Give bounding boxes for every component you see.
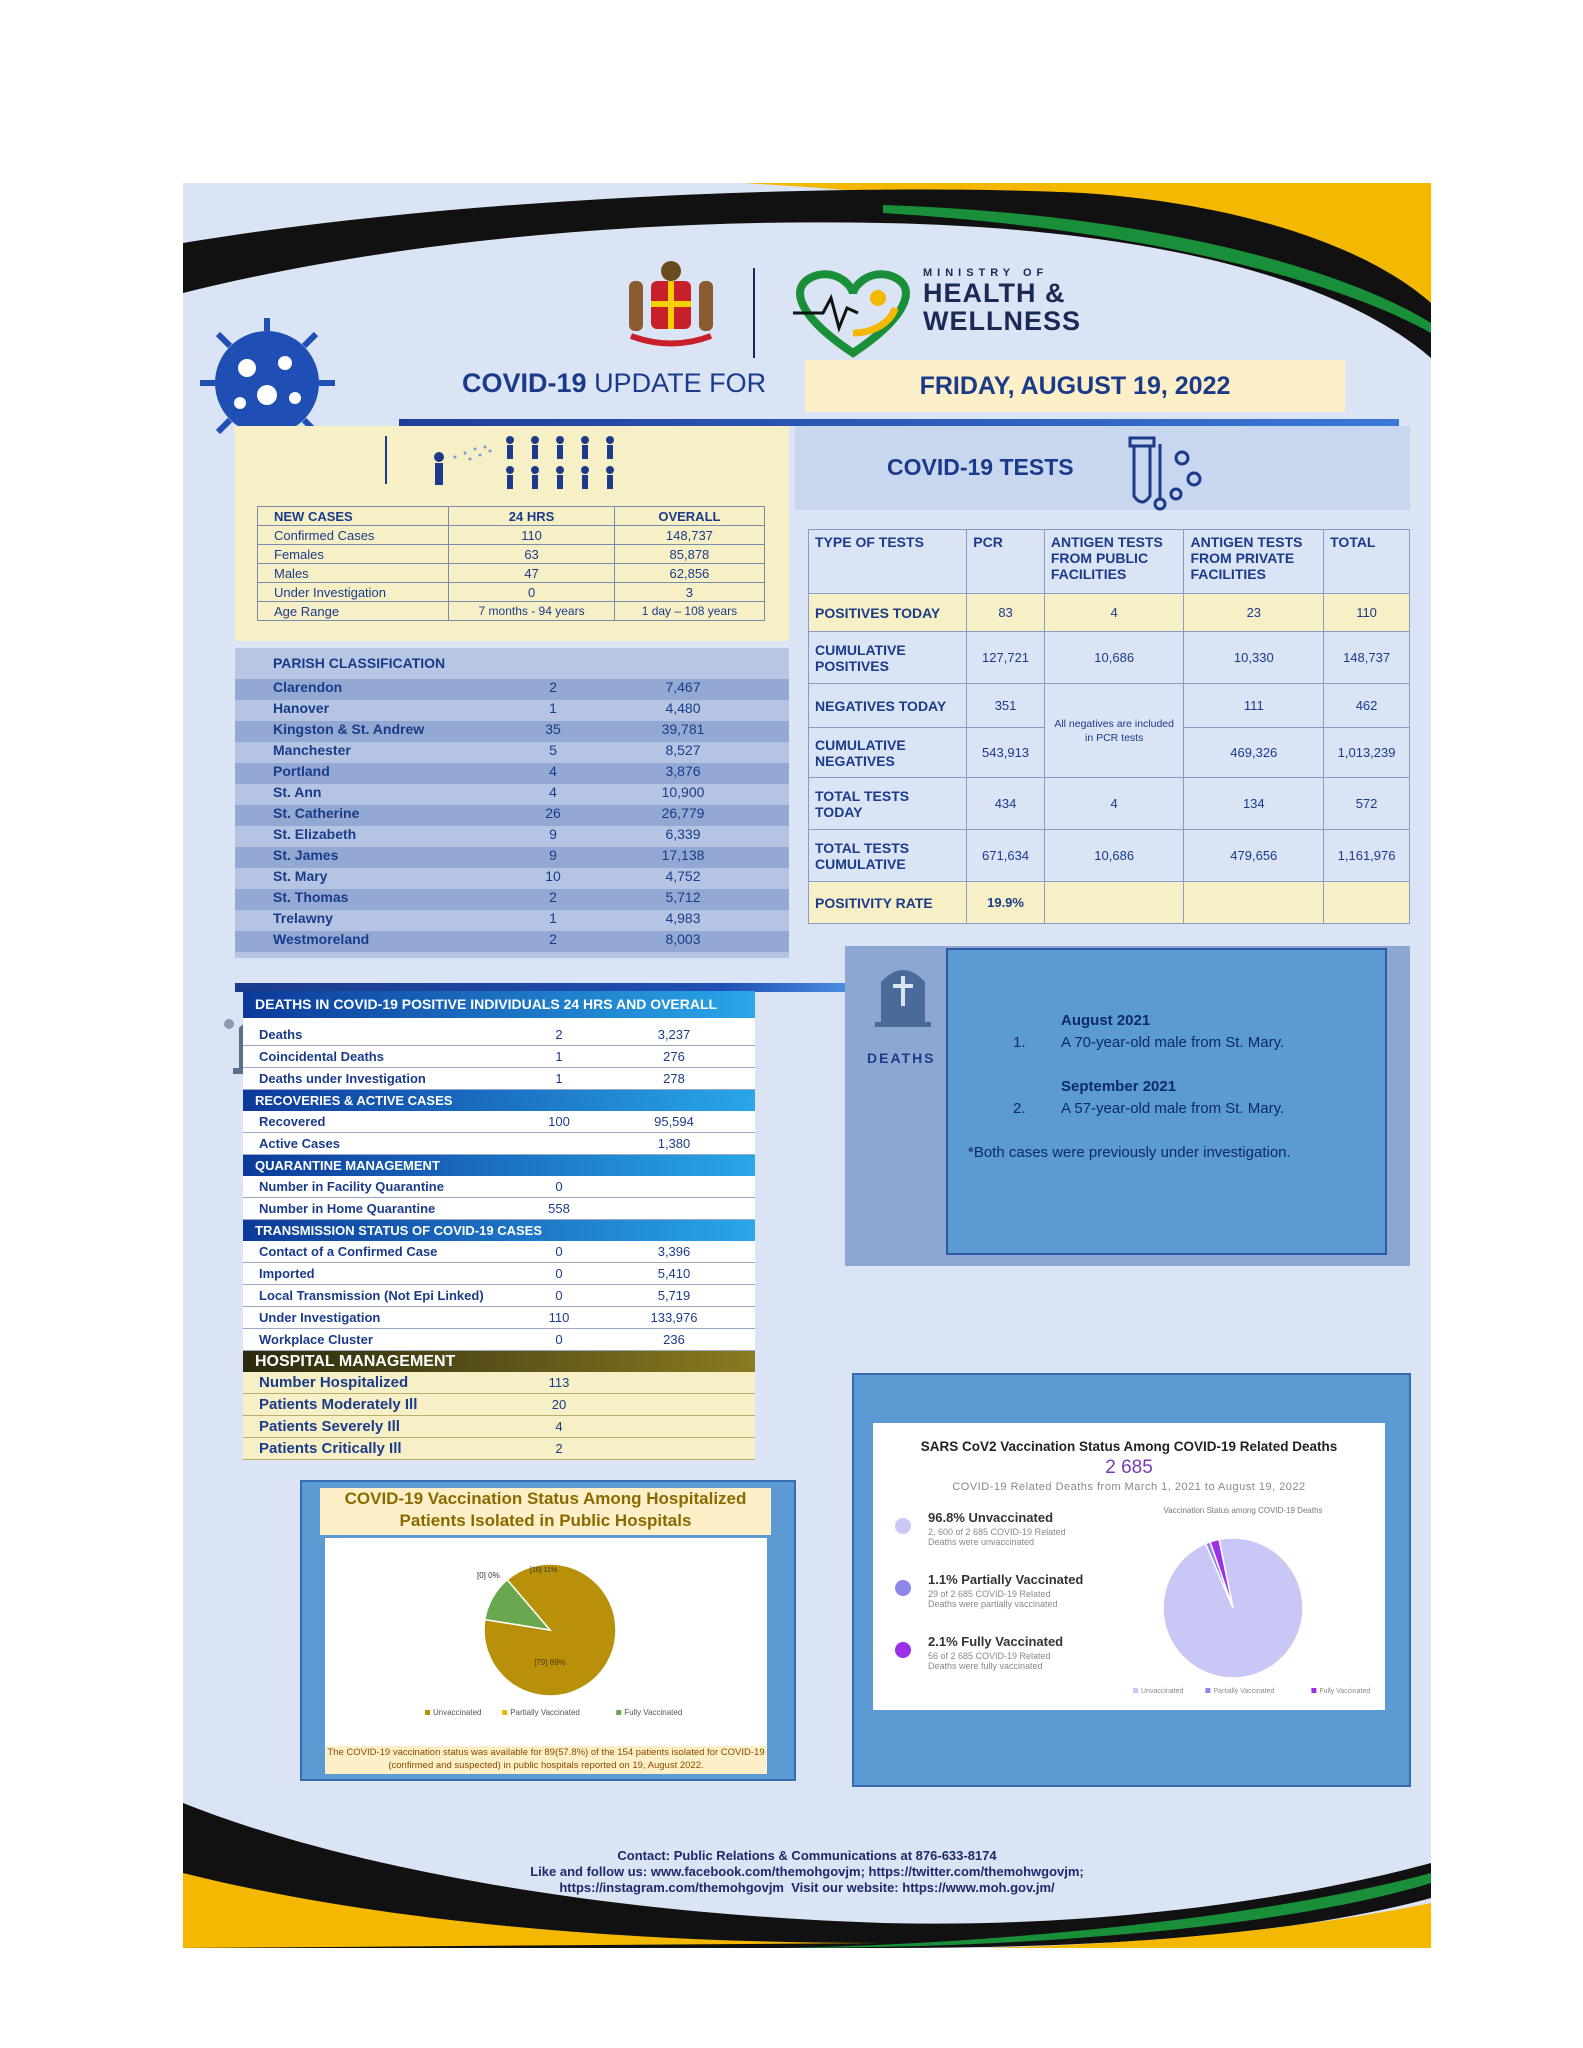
cases-header-1: 24 HRS [449, 507, 615, 526]
parish-name: Manchester [273, 742, 351, 758]
tests-cell: 543,913 [967, 728, 1045, 778]
deaths-row [243, 1068, 755, 1090]
deaths-overall: 278 [663, 1071, 685, 1086]
grave-icon [873, 958, 933, 1028]
test-tube-icon [1120, 434, 1210, 516]
new-cases-table [257, 506, 765, 621]
pie-title: Vaccination Status among COVID-19 Deaths [1163, 1506, 1323, 1515]
parish-name: Trelawny [273, 910, 333, 926]
parish-overall: 17,138 [661, 847, 705, 863]
tests-cell: 111 [1184, 684, 1324, 728]
parish-name: Clarendon [273, 679, 343, 695]
legend-detail-b-1: Deaths were partially vaccinated [928, 1599, 1058, 1609]
deaths-label: Deaths under Investigation [259, 1071, 426, 1086]
transmission-overall: 5,410 [657, 1266, 691, 1281]
cases-label: Females [258, 545, 449, 564]
tests-cell: 351 [967, 684, 1045, 728]
tests-col-public: ANTIGEN TESTS FROM PUBLIC FACILITIES [1044, 530, 1184, 594]
footer-contact: Public Relations & Communications at 876-633-8174 [670, 1848, 997, 1863]
legend-pct-0: 96.8 [928, 1510, 954, 1525]
tests-row-label: TOTAL TESTS CUMULATIVE [809, 830, 967, 882]
parish-name: Portland [273, 763, 330, 779]
parish-24h: 10 [545, 868, 561, 884]
deaths-overall: 276 [663, 1049, 685, 1064]
tests-cell: 1,013,239 [1324, 728, 1410, 778]
parish-overall: 6,339 [665, 826, 701, 842]
transmission-24h: 0 [555, 1332, 563, 1347]
cases-label: Males [258, 564, 449, 583]
footer-line3 [183, 1880, 1431, 1896]
hospital-label: Patients Severely Ill [259, 1418, 400, 1435]
transmission-24h: 0 [555, 1266, 563, 1281]
transmission-overall: 133,976 [650, 1310, 698, 1325]
parish-24h: 1 [549, 910, 557, 926]
deaths-title-pre: DEATHS IN [255, 996, 334, 1012]
parish-name: Westmoreland [273, 931, 370, 947]
deaths-title-post: INDIVIDUALS 24 HRS AND OVERALL [466, 996, 718, 1012]
parish-name: St. Elizabeth [273, 826, 357, 842]
deaths-box [946, 948, 1387, 1255]
legend-label-2: Fully Vaccinated [624, 1708, 683, 1717]
negatives-note: All negatives are included in PCR tests [1044, 684, 1184, 778]
legend-label-0: Unvaccinated [433, 1708, 482, 1717]
date-box: FRIDAY, AUGUST 19, 2022 [805, 360, 1345, 412]
legend-dot-1 [895, 1580, 911, 1596]
ministry-logo-text [923, 267, 1081, 335]
legend-swatch-1 [502, 1710, 507, 1715]
death-month-2: September 2021 [1061, 1078, 1177, 1095]
cases-row [258, 583, 765, 602]
hospital-row [243, 1372, 755, 1394]
transmission-row [243, 1263, 755, 1285]
parish-name: St. Mary [273, 868, 328, 884]
footer-follow-label: Like and follow us: [530, 1864, 648, 1879]
transmission-row [243, 1307, 755, 1329]
parish-overall: 39,781 [661, 721, 705, 737]
update-title-rest: UPDATE FOR [594, 368, 767, 398]
new-cases-panel [235, 426, 789, 641]
quarantine-label: Number in Facility Quarantine [259, 1179, 444, 1194]
cases-overall: 62,856 [614, 564, 764, 583]
quarantine-row [243, 1198, 755, 1220]
footer [183, 1848, 1431, 1896]
legend-label-0: % Unvaccinated [953, 1510, 1054, 1525]
tests-cell: 148,737 [1324, 632, 1410, 684]
cases-row [258, 564, 765, 583]
quarantine-24h: 0 [555, 1179, 563, 1194]
poster [183, 183, 1431, 1948]
vaccination-hospital-chart [325, 1538, 767, 1746]
quarantine-24h: 558 [548, 1201, 570, 1216]
hospital-24h: 4 [555, 1419, 563, 1434]
parish-24h: 26 [545, 805, 561, 821]
heart-logo-icon [783, 263, 923, 363]
parish-overall: 5,712 [665, 889, 701, 905]
legend-pct-1: 1.1 [928, 1572, 947, 1587]
hospital-row [243, 1438, 755, 1460]
header-blue-bar [399, 419, 1399, 426]
legend-label-1: Partially Vaccinated [510, 1708, 580, 1717]
vd-subtitle: COVID-19 Related Deaths from March 1, 2021 to August 19, 2022 [952, 1481, 1306, 1493]
cases-overall: 85,878 [614, 545, 764, 564]
parish-overall: 4,480 [665, 700, 701, 716]
cases-24h: 110 [449, 526, 615, 545]
update-title [462, 368, 766, 399]
tests-row-total-cumulative [809, 830, 1410, 882]
hospital-24h: 113 [548, 1375, 570, 1390]
deaths-label: Deaths [259, 1027, 303, 1042]
deaths-24h: 1 [555, 1049, 563, 1064]
legend-dot-2 [895, 1642, 911, 1658]
parish-24h: 2 [549, 679, 557, 695]
deaths-24h: 1 [555, 1071, 563, 1086]
legend-label-1: % Partially Vaccinated [946, 1572, 1084, 1587]
tests-cell: 479,656 [1184, 830, 1324, 882]
legend-swatch-2 [1311, 1688, 1316, 1693]
parish-overall: 8,527 [665, 742, 701, 758]
parish-row [235, 805, 789, 826]
recoveries-overall: 95,594 [654, 1114, 694, 1129]
cases-header-0: NEW CASES [258, 507, 449, 526]
death-item-1: A 70-year-old male from St. Mary. [1061, 1034, 1285, 1051]
transmission-overall: 3,396 [657, 1244, 691, 1259]
parish-24h: 9 [549, 826, 557, 842]
transmission-label: Under Investigation [259, 1310, 381, 1325]
transmission-label: Workplace Cluster [259, 1332, 373, 1347]
parish-row [235, 742, 789, 763]
people-divider [385, 436, 387, 484]
tests-cell: 469,326 [1184, 728, 1324, 778]
deaths-pie-svg [1113, 1503, 1383, 1703]
legend-detail-b-0: Deaths were unvaccinated [928, 1537, 1035, 1547]
recoveries-label: Active Cases [259, 1136, 340, 1151]
parish-row [235, 721, 789, 742]
tests-cell: 462 [1324, 684, 1410, 728]
hospital-label: Patients Moderately Ill [259, 1396, 418, 1413]
parish-24h: 35 [545, 721, 561, 737]
transmission-title: TRANSMISSION STATUS OF COVID-19 CASES [243, 1220, 755, 1241]
legend-swatch-0 [425, 1710, 430, 1715]
tests-cell: 4 [1044, 594, 1184, 632]
recoveries-overall: 1,380 [657, 1136, 691, 1151]
deaths-row [243, 1024, 755, 1046]
cases-24h: 0 [449, 583, 615, 602]
parish-name: St. Thomas [273, 889, 349, 905]
parish-name: Hanover [273, 700, 330, 716]
tests-col-total: TOTAL [1324, 530, 1410, 594]
tests-row-label: POSITIVES TODAY [809, 594, 967, 632]
footer-website-label: Visit our website: [791, 1880, 899, 1895]
cases-24h: 47 [449, 564, 615, 583]
cases-24h: 7 months - 94 years [449, 602, 615, 621]
deaths-24h: 2 [555, 1027, 563, 1042]
spray-people-icon [425, 431, 645, 496]
transmission-overall: 5,719 [657, 1288, 691, 1303]
parish-24h: 9 [549, 847, 557, 863]
hospital-rows [243, 1372, 755, 1460]
tests-cell: 572 [1324, 778, 1410, 830]
transmission-overall: 236 [663, 1332, 685, 1347]
footer-social-links[interactable]: www.facebook.com/themohgovjm; https://twitter.com/themohwgovjm; [647, 1864, 1084, 1879]
legend-detail-a-1: 29 of 2 685 COVID-19 Related [928, 1589, 1051, 1599]
recoveries-title: RECOVERIES & ACTIVE CASES [243, 1090, 755, 1111]
tests-row-positivity [809, 882, 1410, 924]
legend-title-2 [928, 1634, 1063, 1649]
cases-label: Under Investigation [258, 583, 449, 602]
death-item-2: A 57-year-old male from St. Mary. [1061, 1100, 1285, 1117]
tests-col-type: TYPE OF TESTS [809, 530, 967, 594]
deaths-row [243, 1046, 755, 1068]
hospital-row [243, 1416, 755, 1438]
tests-cell: 23 [1184, 594, 1324, 632]
tests-table [808, 529, 1410, 924]
legend-title-1 [928, 1572, 1083, 1587]
transmission-24h: 110 [548, 1310, 570, 1325]
parish-classification [235, 648, 789, 958]
parish-name: Kingston & St. Andrew [273, 721, 425, 737]
recoveries-row [243, 1133, 755, 1155]
parish-row [235, 679, 789, 700]
tests-cell: 134 [1184, 778, 1324, 830]
parish-name: St. Ann [273, 784, 322, 800]
legend-label-2: Fully Vaccinated [957, 1634, 1064, 1649]
tests-header-row [809, 530, 1410, 594]
parish-overall: 4,983 [665, 910, 701, 926]
parish-row [235, 826, 789, 847]
deaths-table-title [243, 991, 755, 1018]
tests-row-label: NEGATIVES TODAY [809, 684, 967, 728]
legend-detail-a-2: 56 of 2 685 COVID-19 Related [928, 1651, 1051, 1661]
recoveries-row [243, 1111, 755, 1133]
vaccination-deaths-panel [873, 1423, 1385, 1710]
quarantine-overall [604, 1198, 744, 1219]
legend-label-1: Partially Vaccinated [1213, 1688, 1275, 1695]
vaccination-hospital-note: The COVID-19 vaccination status was available for 89(57.8%) of the 154 patients isolated for COVID-19 (confirmed and suspected) in public hospitals reported on 19, August 2022. [325, 1746, 767, 1774]
quarantine-label: Number in Home Quarantine [259, 1201, 436, 1216]
coat-of-arms-icon [611, 251, 731, 361]
tests-cell: 1,161,976 [1324, 830, 1410, 882]
parish-overall: 26,779 [661, 805, 705, 821]
parish-24h: 2 [549, 889, 557, 905]
cases-label: Confirmed Cases [258, 526, 449, 545]
death-month-1: August 2021 [1061, 1012, 1151, 1029]
cases-label: Age Range [258, 602, 449, 621]
quarantine-row [243, 1176, 755, 1198]
parish-title: PARISH CLASSIFICATION [235, 648, 789, 679]
tests-row-total-today [809, 778, 1410, 830]
tests-title: COVID-19 TESTS [887, 454, 1074, 480]
deaths-label: Coincidental Deaths [259, 1049, 384, 1064]
parish-overall: 4,752 [665, 868, 701, 884]
tests-cell: 10,686 [1044, 830, 1184, 882]
quarantine-title: QUARANTINE MANAGEMENT [243, 1155, 755, 1176]
recoveries-24h [514, 1133, 604, 1154]
tests-header [795, 426, 1410, 510]
parish-rows [235, 679, 789, 952]
hospital-24h: 20 [551, 1397, 567, 1412]
ministry-line1: HEALTH & [923, 278, 1066, 308]
hospital-label: Patients Critically Ill [259, 1440, 402, 1457]
tests-cell: 10,330 [1184, 632, 1324, 684]
parish-24h: 2 [549, 931, 557, 947]
parish-name: St. Catherine [273, 805, 360, 821]
hospital-24h: 2 [555, 1441, 563, 1456]
parish-24h: 4 [549, 784, 557, 800]
recoveries-rows [243, 1111, 755, 1155]
legend-swatch-1 [1205, 1688, 1210, 1693]
tests-row-positives-today [809, 594, 1410, 632]
legend-label-2: Fully Vaccinated [1319, 1688, 1371, 1695]
header-divider [753, 268, 755, 358]
transmission-rows [243, 1241, 755, 1351]
cases-24h: 63 [449, 545, 615, 564]
hospital-label: Number Hospitalized [259, 1374, 409, 1391]
legend-pct-2: 2.1% [928, 1634, 958, 1649]
deaths-label: DEATHS [867, 1050, 936, 1066]
tests-cell: 83 [967, 594, 1045, 632]
tests-cell: 10,686 [1044, 632, 1184, 684]
tests-row-cumulative-positives [809, 632, 1410, 684]
tests-cell: 110 [1324, 594, 1410, 632]
deaths-table [243, 991, 755, 1460]
transmission-label: Contact of a Confirmed Case [259, 1244, 438, 1259]
parish-24h: 4 [549, 763, 557, 779]
positivity-rate: 19.9% [967, 882, 1045, 924]
legend-dot-0 [895, 1518, 911, 1534]
legend-swatch-2 [616, 1710, 621, 1715]
pie-label-fully: [10] 11% [530, 1567, 558, 1574]
recoveries-24h: 100 [548, 1114, 570, 1129]
parish-overall: 10,900 [661, 784, 705, 800]
deaths-note: *Both cases were previously under investigation. [968, 1144, 1291, 1161]
parish-row [235, 889, 789, 910]
parish-24h: 5 [549, 742, 557, 758]
transmission-24h: 0 [555, 1244, 563, 1259]
parish-row [235, 763, 789, 784]
tests-col-pcr: PCR [967, 530, 1045, 594]
footer-line2 [183, 1864, 1431, 1880]
parish-name: St. James [273, 847, 339, 863]
ministry-small: MINISTRY OF [923, 267, 1049, 279]
parish-overall: 8,003 [665, 931, 701, 947]
tests-cell: 127,721 [967, 632, 1045, 684]
parish-row [235, 847, 789, 868]
footer-instagram-link[interactable]: https://instagram.com/themohgovjm [559, 1880, 784, 1895]
update-title-bold: COVID-19 [462, 368, 587, 398]
vaccination-hospital-title: COVID-19 Vaccination Status Among Hospitalized Patients Isolated in Public Hospitals [320, 1488, 771, 1535]
parish-24h: 1 [549, 700, 557, 716]
transmission-row [243, 1285, 755, 1307]
tests-row-label: CUMULATIVE POSITIVES [809, 632, 967, 684]
ministry-line2: WELLNESS [923, 306, 1082, 336]
tests-row-label: POSITIVITY RATE [809, 882, 967, 924]
cases-overall: 1 day – 108 years [614, 602, 764, 621]
tests-row-label: TOTAL TESTS TODAY [809, 778, 967, 830]
tests-row-negatives-today [809, 684, 1410, 728]
tests-cell: 4 [1044, 778, 1184, 830]
transmission-row [243, 1241, 755, 1263]
footer-contact-label: Contact: [617, 1848, 671, 1863]
vd-title: SARS CoV2 Vaccination Status Among COVID-19 Related Deaths [920, 1439, 1338, 1454]
cases-row [258, 545, 765, 564]
legend-detail-b-2: Deaths were fully vaccinated [928, 1661, 1043, 1671]
parish-overall: 7,467 [665, 679, 701, 695]
deaths-rows [243, 1024, 755, 1090]
footer-website-link[interactable]: https://www.moh.gov.jm/ [898, 1880, 1055, 1895]
quarantine-overall [604, 1176, 744, 1197]
tests-cell: 671,634 [967, 830, 1045, 882]
parish-overall: 3,876 [665, 763, 701, 779]
pie-label-unvaccinated: [79] 89% [534, 1658, 566, 1667]
tests-col-private: ANTIGEN TESTS FROM PRIVATE FACILITIES [1184, 530, 1324, 594]
parish-row [235, 784, 789, 805]
legend-detail-a-0: 2, 600 of 2 685 COVID-19 Related [928, 1527, 1066, 1537]
quarantine-rows [243, 1176, 755, 1220]
parish-row [235, 931, 789, 952]
transmission-label: Local Transmission (Not Epi Linked) [259, 1288, 484, 1303]
recoveries-label: Recovered [259, 1114, 326, 1129]
cases-header-2: OVERALL [614, 507, 764, 526]
legend-swatch-0 [1133, 1688, 1138, 1693]
hospital-row [243, 1394, 755, 1416]
pie-label-partially: [0] 0% [477, 1571, 500, 1580]
hospital-title: HOSPITAL MANAGEMENT [243, 1351, 755, 1372]
cases-overall: 148,737 [614, 526, 764, 545]
footer-line1 [183, 1848, 1431, 1864]
cases-row [258, 602, 765, 621]
legend-label-0: Unvaccinated [1141, 1688, 1184, 1695]
deaths-overall: 3,237 [657, 1027, 691, 1042]
hospital-pie-svg [325, 1538, 767, 1746]
transmission-row [243, 1329, 755, 1351]
vd-total: 2 685 [1105, 1457, 1153, 1478]
death-item-1-num: 1. [1013, 1034, 1026, 1051]
cases-overall: 3 [614, 583, 764, 602]
transmission-24h: 0 [555, 1288, 563, 1303]
tests-cell: 434 [967, 778, 1045, 830]
deaths-title-bold: COVID-19 POSITIVE [333, 996, 467, 1012]
tests-row-label: CUMULATIVE NEGATIVES [809, 728, 967, 778]
parish-row [235, 700, 789, 721]
parish-row [235, 868, 789, 889]
legend-title-0 [928, 1510, 1053, 1525]
parish-row [235, 910, 789, 931]
transmission-label: Imported [259, 1266, 315, 1281]
cases-row [258, 526, 765, 545]
cases-header-row [258, 507, 765, 526]
death-item-2-num: 2. [1013, 1100, 1026, 1117]
